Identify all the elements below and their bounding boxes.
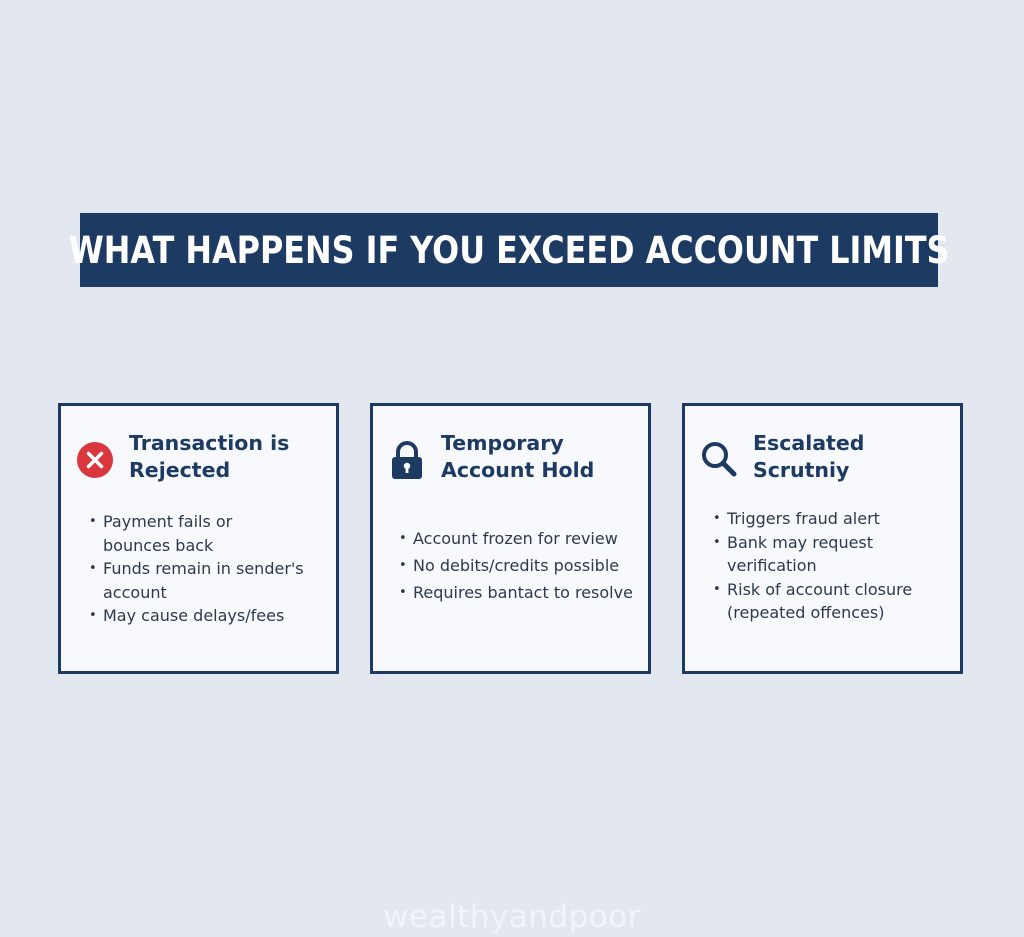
list-item: • May cause delays/fees — [103, 604, 304, 628]
card-header — [75, 430, 309, 484]
bullet-list — [89, 510, 304, 628]
list-item: • Bank may request verification — [727, 531, 960, 578]
card-temporary-account-hold — [370, 403, 651, 674]
list-item: • Funds remain in sender's account — [103, 557, 304, 604]
card-escalated-scrutiny — [682, 403, 963, 674]
padlock-icon — [387, 440, 431, 484]
title-banner — [68, 213, 950, 287]
list-item: • Account frozen for review — [413, 525, 633, 552]
list-item: • Risk of account closure (repeated offences) — [727, 578, 960, 625]
bullet-list — [713, 507, 960, 625]
page-title: WHAT HAPPENS IF YOU EXCEED ACCOUNT LIMITS — [68, 228, 950, 272]
list-item: • No debits/credits possible — [413, 552, 633, 579]
card-title: Transaction is Rejected — [129, 431, 290, 482]
card-title: Escalated Scrutniy — [753, 431, 865, 482]
list-item: • Requires bantact to resolve — [413, 579, 633, 606]
card-header — [387, 430, 621, 484]
card-transaction-rejected — [58, 403, 339, 674]
card-title: Temporary Account Hold — [441, 431, 595, 482]
list-item: • Payment fails or bounces back — [103, 510, 304, 557]
watermark: wealthyandpoor — [383, 899, 641, 935]
magnifying-glass-icon — [699, 440, 743, 484]
list-item: • Triggers fraud alert — [727, 507, 960, 531]
card-header — [699, 430, 933, 484]
x-circle-icon — [75, 440, 119, 484]
bullet-list — [399, 525, 633, 606]
